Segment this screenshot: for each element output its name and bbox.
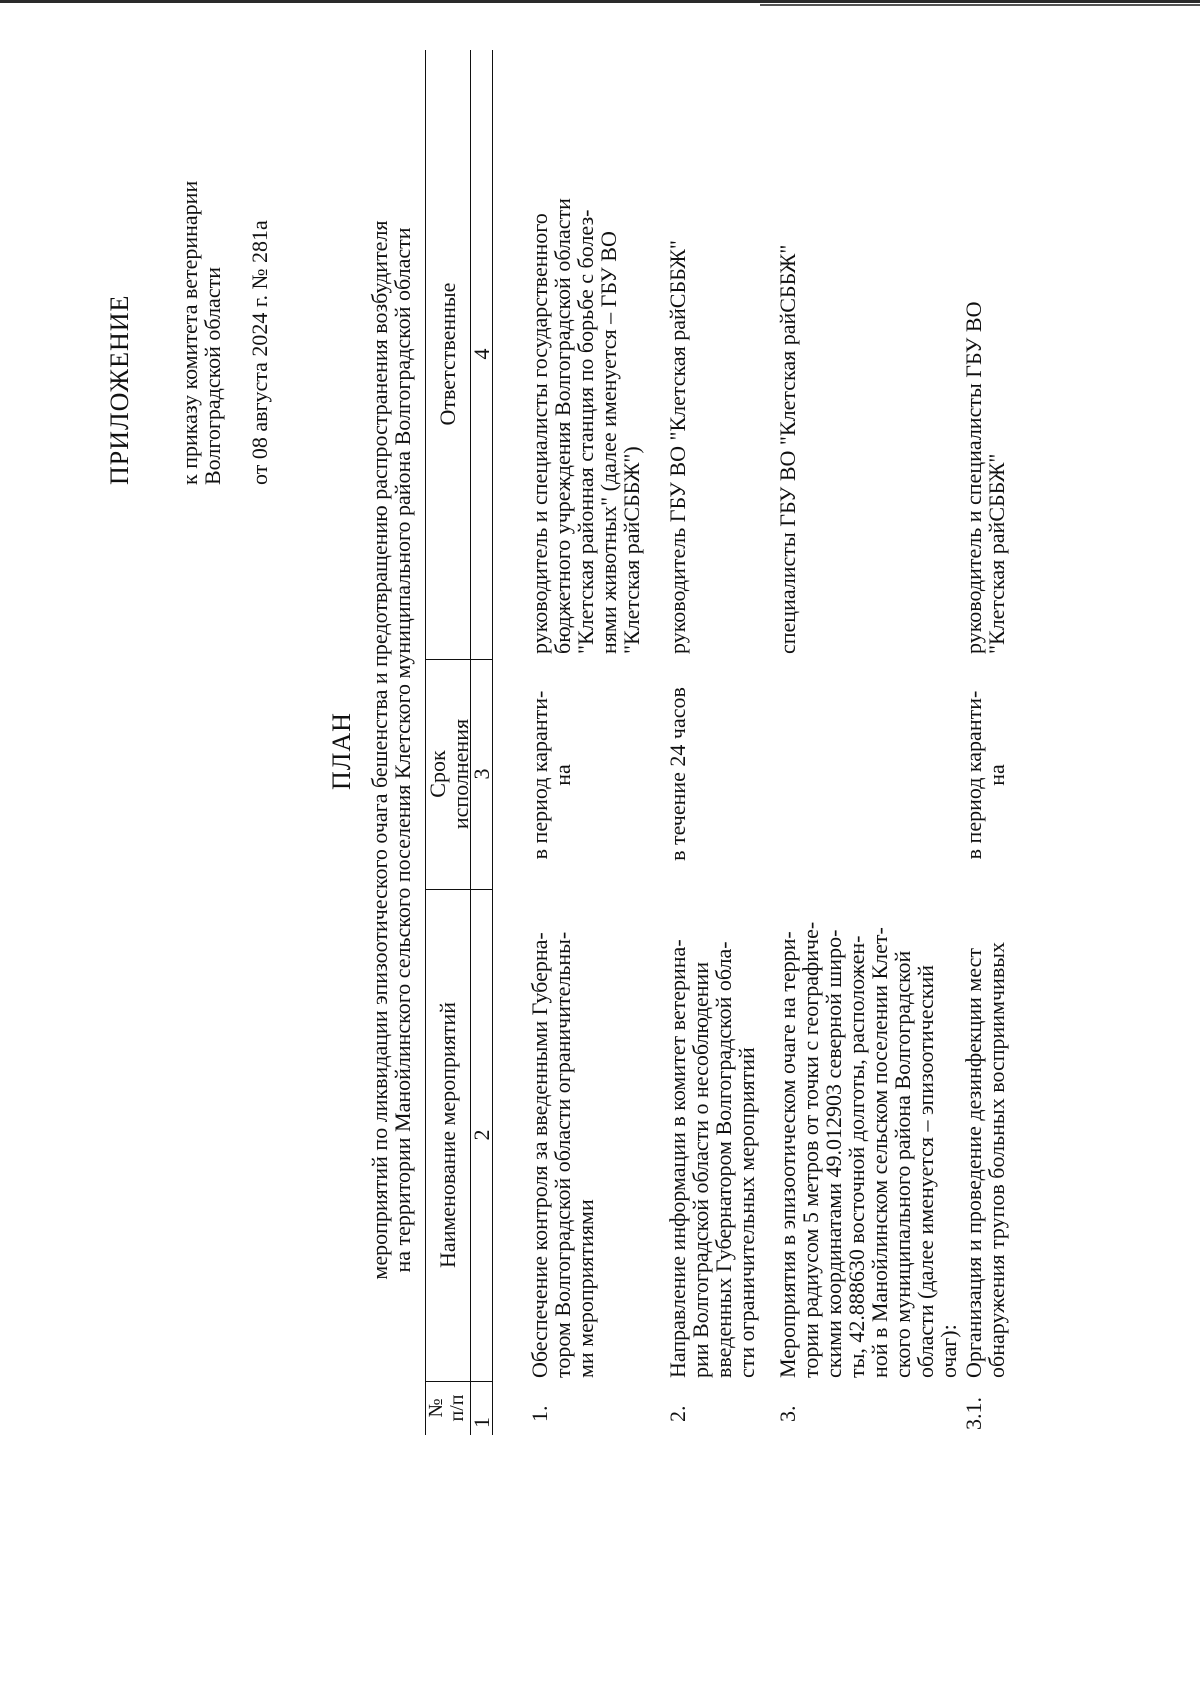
col-number-3: 3 bbox=[469, 768, 494, 780]
col-number-2: 2 bbox=[469, 1129, 494, 1141]
col-number-1: 1 bbox=[469, 1417, 494, 1428]
plan-subtitle-line-1: мероприятий по ликвидации эпизоотического очага бешенства и предотвращению распространения возбудителя bbox=[367, 220, 392, 1280]
appendix-label: ПРИЛОЖЕНИЕ bbox=[105, 294, 134, 485]
row-term: в течение 24 часов bbox=[665, 687, 690, 861]
header-name: Наименование мероприятий bbox=[435, 1001, 460, 1269]
col-divider-1 bbox=[425, 1381, 492, 1382]
plan-title: ПЛАН bbox=[327, 712, 356, 790]
row-num: 3. bbox=[775, 1405, 800, 1422]
row-name: Мероприятия в эпизоотическом очаге на терри- тории радиусом 5 метров от точки с географиче- скими координатами 49.012903 северной широ- ты, 42.888630 восточной долготы, расположен- ной в Манойлинском сельском поселении Клет- ского муниципального района Волгоградской области (далее именуется – эпизоотический очаг): bbox=[775, 921, 961, 1378]
appendix-date: от 08 августа 2024 г. № 281а bbox=[247, 220, 272, 485]
row-name: Организация и проведение дезинфекции мест обнаружения трупов больных восприимчивых bbox=[961, 941, 1009, 1378]
row-resp: специалисты ГБУ ВО "Клетская райСББЖ" bbox=[775, 244, 800, 654]
row-term: в период каранти- на bbox=[527, 690, 575, 860]
plan-subtitle-line-2: на территории Манойлинского сельского поселения Клетского муниципального района Волгоградской области bbox=[390, 227, 415, 1273]
col-number-4: 4 bbox=[469, 348, 494, 360]
header-resp: Ответственные bbox=[435, 282, 460, 426]
row-resp: руководитель и специалисты ГБУ ВО "Клетская райСББЖ" bbox=[961, 301, 1009, 654]
header-term: Срок исполнения bbox=[425, 718, 473, 830]
scan-edge-top bbox=[0, 0, 1200, 3]
row-term: в период каранти- на bbox=[961, 690, 1009, 860]
appendix-line-2: Волгоградской области bbox=[200, 267, 225, 485]
header-num: № п/п bbox=[425, 1394, 468, 1422]
row-name: Обеспечение контроля за введенными Губерна- тором Волгоградской области ограничительны- ми мероприятиями bbox=[527, 931, 598, 1378]
scan-edge-top-right bbox=[760, 4, 1200, 6]
row-num: 3.1. bbox=[961, 1397, 986, 1430]
row-resp: руководитель ГБУ ВО "Клетская райСББЖ" bbox=[665, 240, 690, 654]
row-num: 1. bbox=[527, 1405, 552, 1422]
rotated-document-page bbox=[0, 40, 1110, 1660]
row-resp: руководитель и специалисты государственного бюджетного учреждения Волгоградской области "Клетская районная станция по борьбе с болез- нями животных" (далее именуется – ГБУ ВО "Клетская райСББЖ") bbox=[527, 198, 644, 654]
row-num: 2. bbox=[665, 1405, 690, 1422]
row-name: Направление информации в комитет ветерина- рии Волгоградской области о несоблюдении введенных Губернатором Волгоградской обла- сти ограничительных мероприятий bbox=[665, 939, 759, 1378]
appendix-line-1: к приказу комитета ветеринарии bbox=[177, 180, 202, 485]
